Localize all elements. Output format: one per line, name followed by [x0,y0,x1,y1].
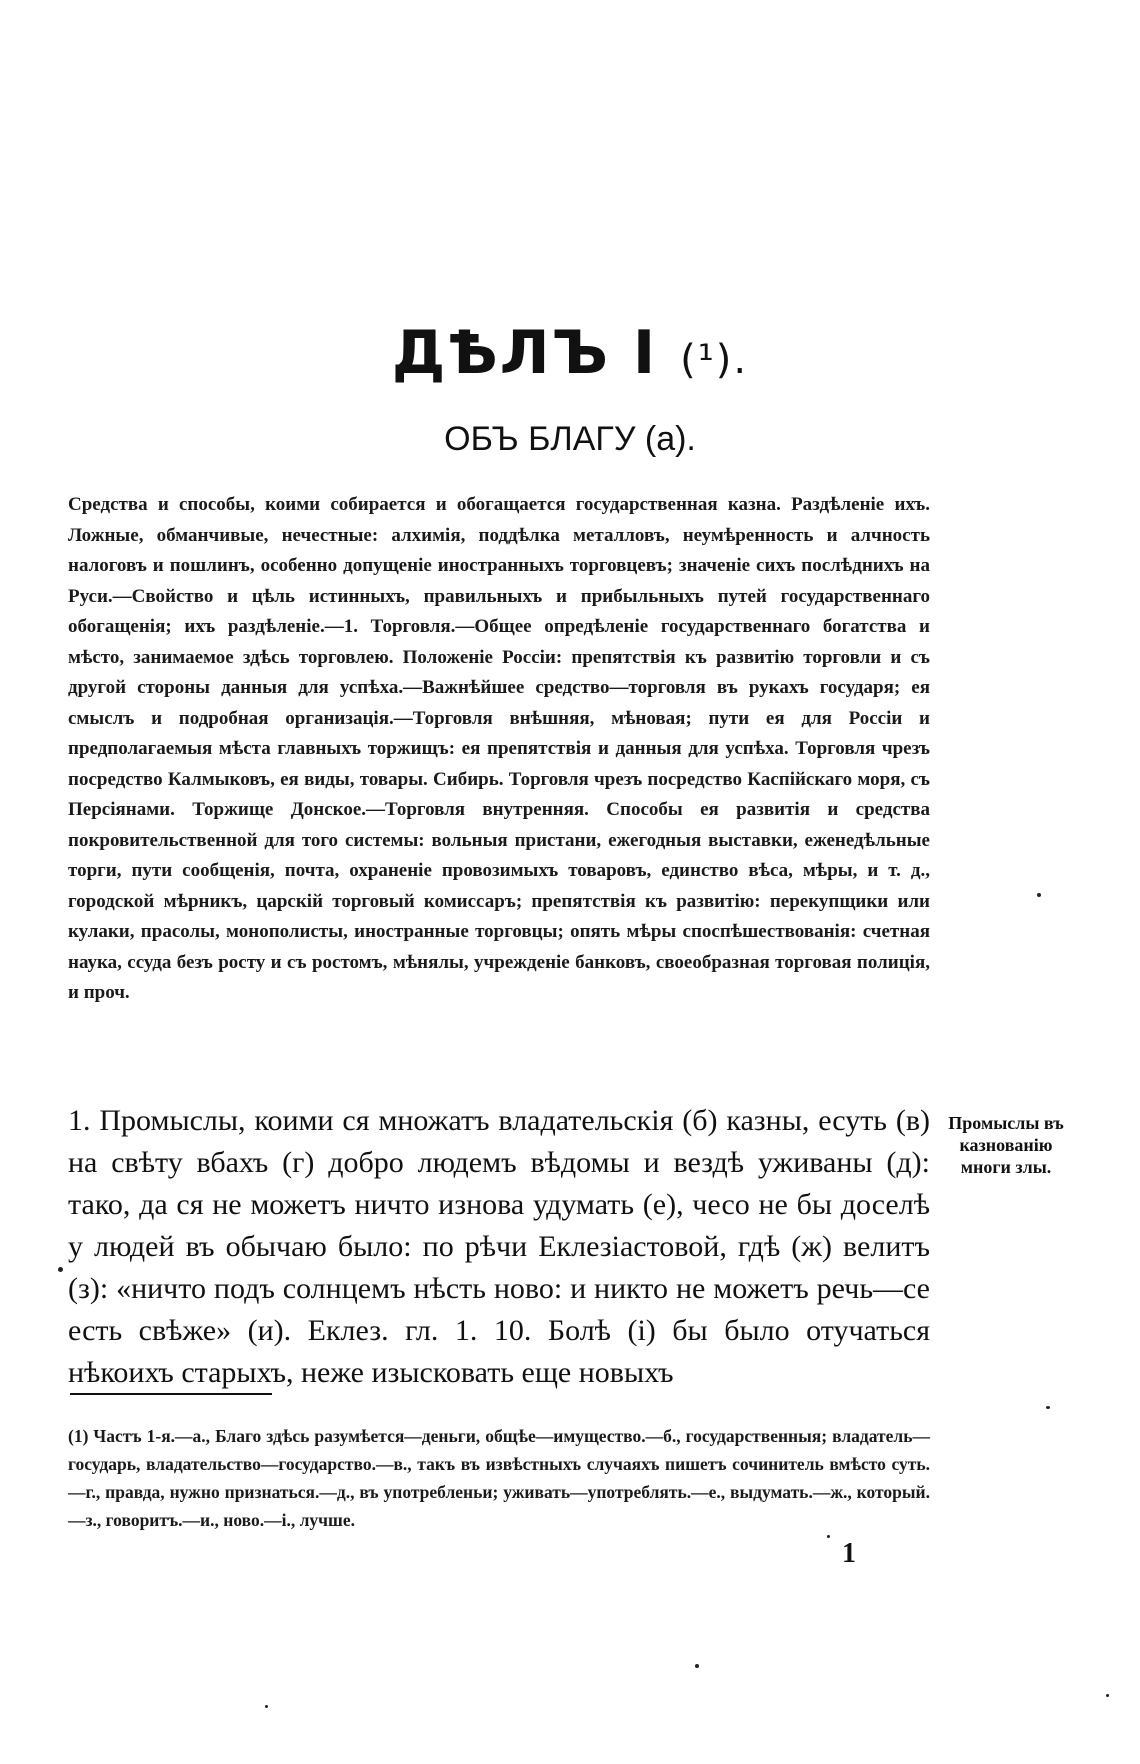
main-paragraph: 1. Промыслы, коими ся множатъ владательскія (б) казны, есуть (в) на свѣту вбахъ (г) добро людемъ вѣдомы и вездѣ уживаны (д): тако, да ся не можетъ ничто изнова удумать (е), чесо не бы доселѣ у людей въ обычаю было: по рѣчи Еклезіастовой, гдѣ (ж) велитъ (з): «ничто подъ солнцемъ нѣсть ново: и никто не можетъ речь—се есть свѣже» (и). Еклез. гл. 1. 10. Болѣ (і) бы было отучаться нѣкоихъ старыхъ, неже изысковать еще новыхъ [68,1104,930,1389]
chapter-footnote-ref: (¹). [680,337,749,383]
scan-speck [1046,1406,1050,1409]
scan-speck [695,1664,699,1668]
page-number: 1 [842,1538,856,1569]
chapter-title [0,318,1140,388]
scan-speck [827,1535,830,1538]
footnote-divider [70,1393,272,1395]
scan-speck [58,1267,63,1272]
margin-note: Промыслы въ казнованію многи злы. [948,1113,1064,1177]
scan-speck [1037,893,1041,897]
scan-speck [1106,1694,1109,1697]
scan-speck [265,1705,268,1708]
chapter-title-text: ДѢЛЪ I [391,318,658,388]
chapter-summary: Средства и способы, коими собирается и обогащается государственная казна. Раздѣленіе ихъ. Ложные, обманчивые, нечестные: алхимія, поддѣлка металловъ, неумѣренность и алчность налоговъ и пошлинъ, особенно допущеніе иностранныхъ торговцевъ; значеніе сихъ послѣднихъ на Руси.—Свойство и цѣль истинныхъ, правильныхъ и прибыльныхъ путей государственнаго обогащенія; ихъ раздѣленіе.—1. Торговля.—Общее опредѣленіе государственнаго богатства и мѣсто, занимаемое здѣсь торговлею. Положеніе Россіи: препятствія къ развитію торговли и съ другой стороны данныя для успѣха.—Важнѣйшее средство—торговля въ рукахъ государя; ея смыслъ и подробная организація.—Торговля внѣшняя, мѣновая; пути ея для Россіи и предполагаемыя мѣста главныхъ торжищъ: ея препятствія и данныя для успѣха. Торговля чрезъ посредство Калмыковъ, ея виды, товары. Сибирь. Торговля чрезъ посредство Каспійскаго моря, съ Персіянами. Торжище Донское.—Торговля внутренняя. Способы ея развитія и средства покровительственной для того системы: вольныя пристани, ежегодныя выставки, еженедѣльные торги, пути сообщенія, почта, охраненіе провозимыхъ товаровъ, единство вѣса, мѣры, и т. д., городской мѣрникъ, царскій торговый комиссаръ; препятствія къ развитію: перекупщики или кулаки, прасолы, монополисты, иностранные торговцы; опять мѣры споспѣшествованія: счетная наука, ссуда безъ росту и съ ростомъ, мѣнялы, учрежденіе банковъ, своеобразная торговая полиція, и проч. [68,494,930,1003]
footnote: (1) Частъ 1-я.—а., Благо здѣсь разумѣется—деньги, общѣе—имущество.—б., государственныя; владатель—государь, владательство—государство.—в., такъ въ извѣстныхъ случаяхъ пишетъ сочинитель вмѣсто суть.—г., правда, нужно признаться.—д., въ употребленьи; уживать—употреблять.—е., выдумать.—ж., который.—з., говоритъ.—и., ново.—і., лучше. [68,1426,930,1530]
chapter-subtitle: ОБЪ БЛАГУ (а). [444,420,696,458]
